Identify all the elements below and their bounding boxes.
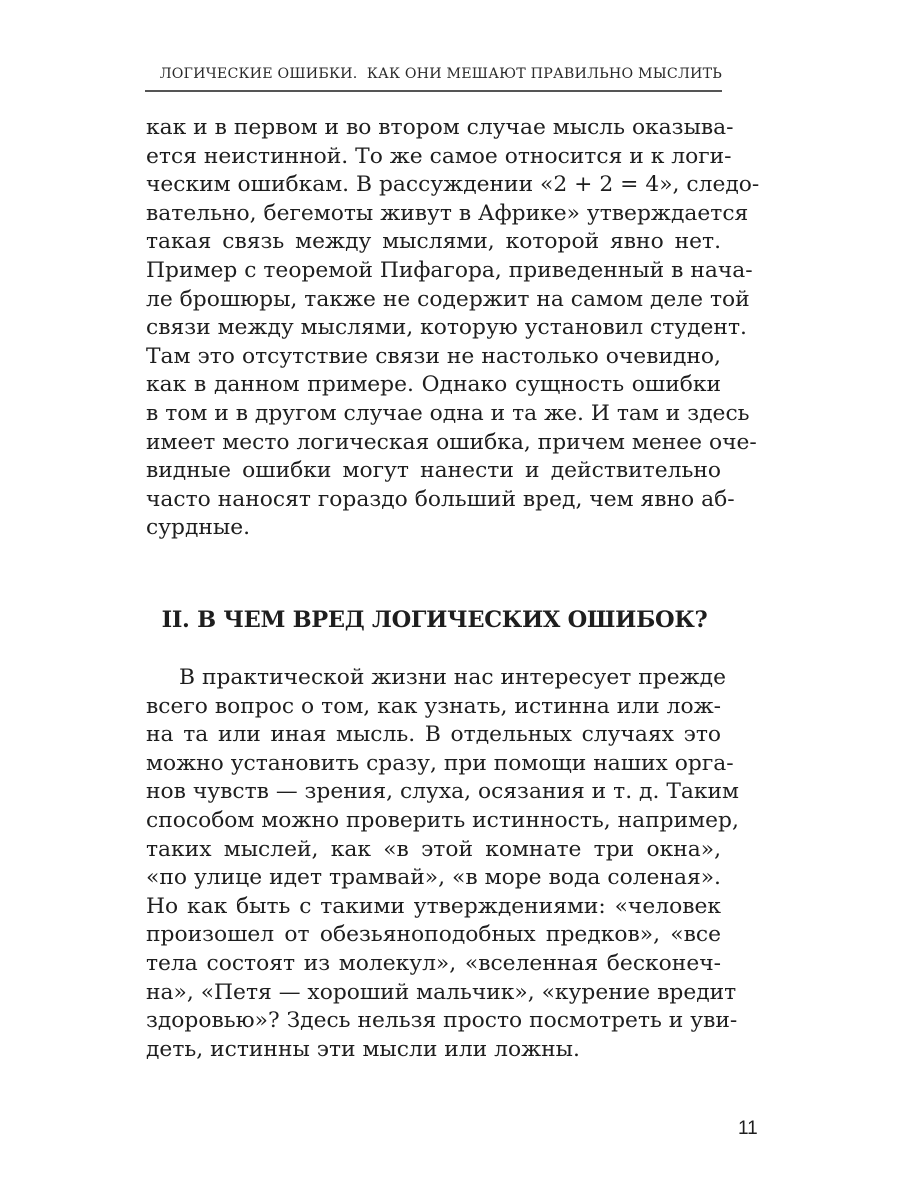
running-header: ЛОГИЧЕСКИЕ ОШИБКИ. КАК ОНИ МЕШАЮТ ПРАВИЛЬНО МЫСЛИТЬ — [159, 66, 722, 82]
text-line: произошел от обезьяноподобных предков», «все — [146, 922, 721, 948]
text-line: деть, истинны эти мысли или ложны. — [146, 1036, 580, 1062]
text-line: Там это отсутствие связи не настолько очевидно, — [146, 343, 721, 369]
text-line: такая связь между мыслями, которой явно нет. — [146, 229, 721, 255]
text-line: как и в первом и во втором случае мысль оказыва- — [146, 115, 734, 140]
text-line: сурдные. — [146, 515, 251, 541]
paragraph-continuation — [146, 114, 760, 543]
text-line: связи между мыслями, которую установил студент. — [146, 315, 747, 341]
text-line: ется неистинной. То же самое относится и к логи- — [146, 143, 732, 169]
text-line: здоровью»? Здесь нельзя просто посмотреть и уви- — [146, 1008, 738, 1034]
text-line: всего вопрос о том, как узнать, истинна или лож- — [146, 693, 721, 719]
text-line: в том и в другом случае одна и та же. И там и здесь — [146, 400, 750, 426]
section-heading: II. В ЧЕМ ВРЕД ЛОГИЧЕСКИХ ОШИБОК? — [161, 607, 708, 633]
text-line: нов чувств — зрения, слуха, осязания и т. д. Таким — [146, 779, 739, 805]
text-line: «по улице идет трамвай», «в море вода соленая». — [146, 865, 721, 891]
text-line: имеет место логическая ошибка, причем менее оче- — [146, 429, 757, 455]
page-number: 11 — [738, 1118, 758, 1139]
header-rule — [145, 90, 722, 92]
text-line: ческим ошибкам. В рассуждении «2 + 2 = 4», следо- — [146, 172, 760, 198]
text-line: вательно, бегемоты живут в Африке» утверждается — [146, 200, 749, 226]
text-line: на», «Петя — хороший мальчик», «курение вредит — [146, 979, 737, 1005]
text-line: Но как быть с такими утверждениями: «человек — [146, 893, 721, 919]
text-line: на та или иная мысль. В отдельных случаях это — [146, 722, 721, 748]
text-line: можно установить сразу, при помощи наших орга- — [146, 750, 734, 776]
text-line: таких мыслей, как «в этой комнате три окна», — [146, 836, 721, 862]
text-line: часто наносят гораздо больший вред, чем явно аб- — [146, 486, 735, 512]
text-line: видные ошибки могут нанести и действительно — [146, 458, 721, 484]
paragraph — [146, 664, 739, 1064]
text-line: В практической жизни нас интересует прежде — [179, 665, 726, 690]
text-line: способом можно проверить истинность, например, — [146, 807, 739, 833]
text-line: ле брошюры, также не содержит на самом деле той — [146, 286, 750, 312]
text-line: тела состоят из молекул», «вселенная бесконеч- — [146, 950, 721, 976]
text-line: Пример с теоремой Пифагора, приведенный в нача- — [146, 257, 753, 283]
text-line: как в данном примере. Однако сущность ошибки — [146, 372, 721, 398]
